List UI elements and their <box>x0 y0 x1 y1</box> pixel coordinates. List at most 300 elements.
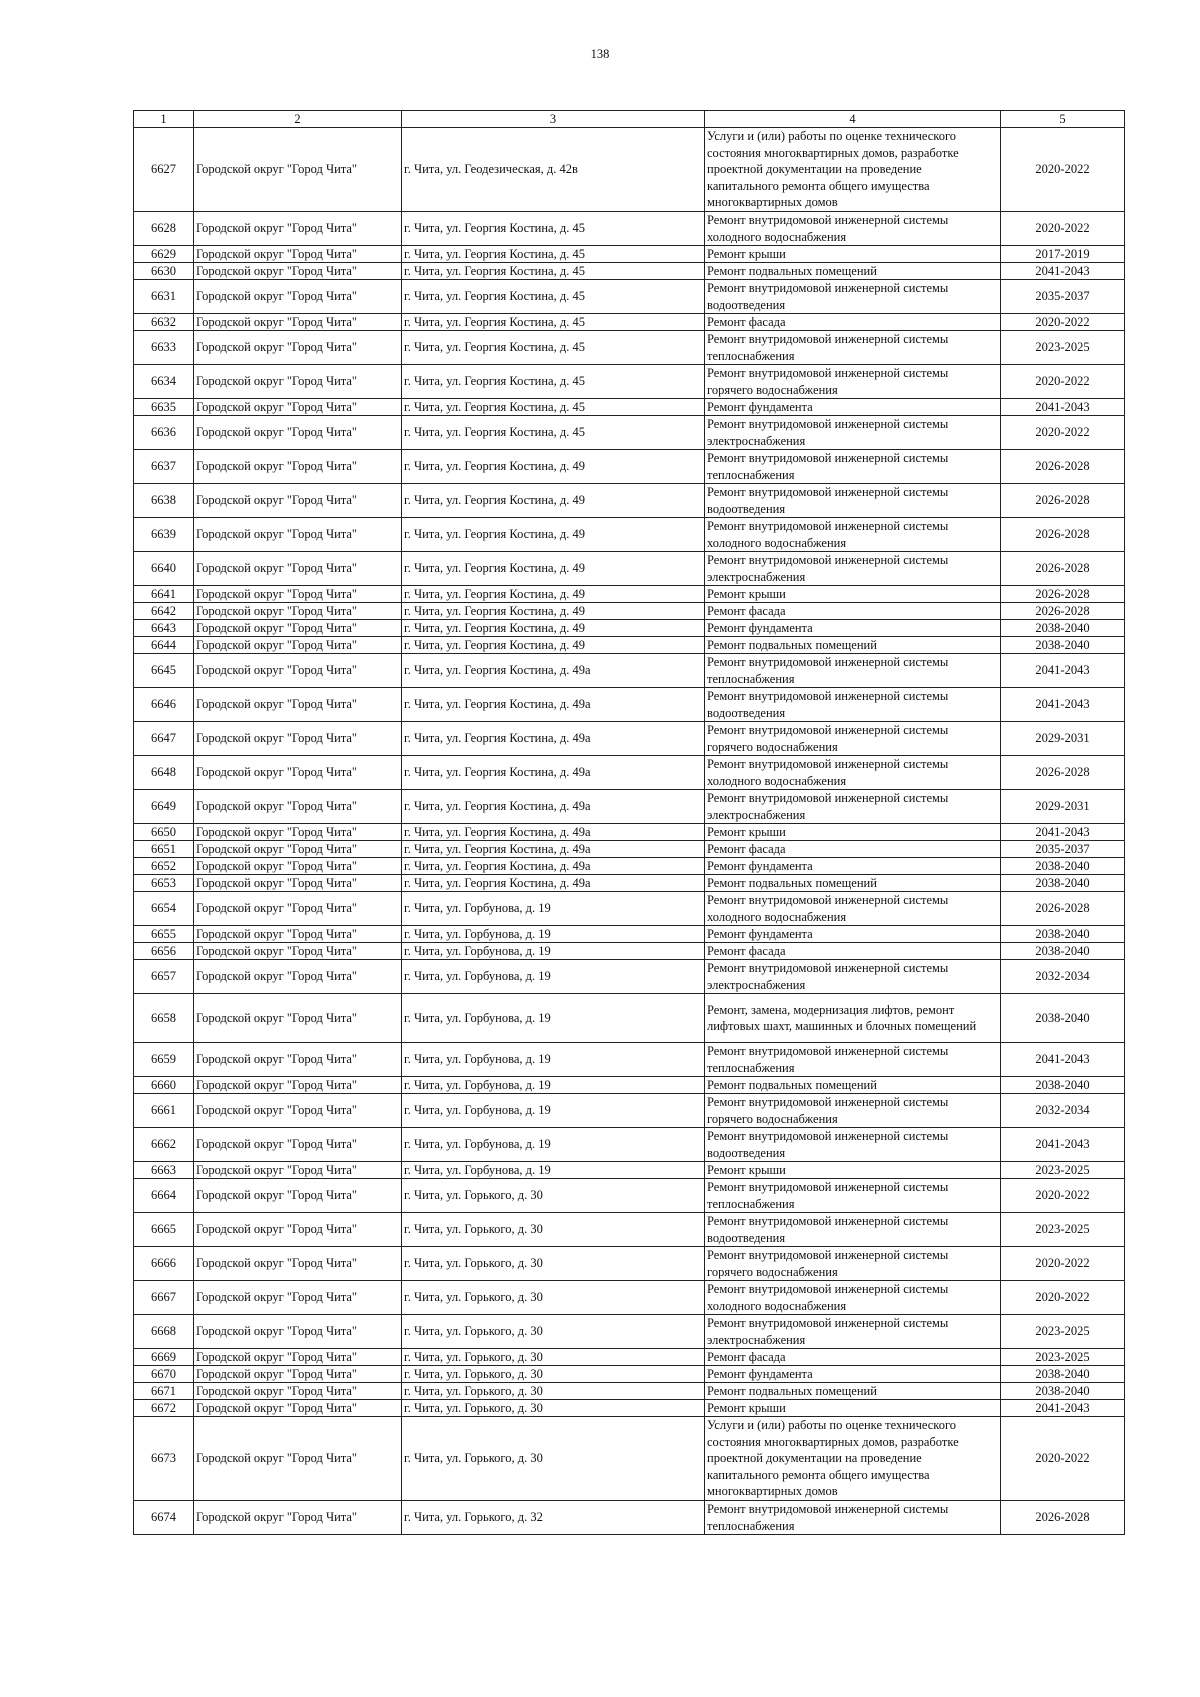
row-number-cell: 6650 <box>134 824 194 841</box>
work-type-cell <box>705 688 1001 722</box>
row-number-cell: 6637 <box>134 450 194 484</box>
work-type-cell <box>705 586 1001 603</box>
work-type-line: горячего водоснабжения <box>707 382 838 397</box>
work-type-line: Ремонт, замена, модернизация лифтов, ремонт <box>707 1002 955 1017</box>
column-header-4: 4 <box>705 111 1001 128</box>
table-row <box>134 1501 1125 1535</box>
municipality-cell: Городской округ "Город Чита" <box>194 1400 402 1417</box>
work-type-line: Ремонт крыши <box>707 824 786 839</box>
row-number-cell: 6656 <box>134 943 194 960</box>
row-number-cell: 6674 <box>134 1501 194 1535</box>
work-type-line: Ремонт внутридомовой инженерной системы <box>707 723 949 737</box>
address-cell: г. Чита, ул. Георгия Костина, д. 49 <box>402 450 705 484</box>
work-type-cell <box>705 331 1001 365</box>
row-number-cell: 6629 <box>134 246 194 263</box>
table-row <box>134 365 1125 399</box>
row-number-cell: 6661 <box>134 1094 194 1128</box>
period-cell: 2029-2031 <box>1001 722 1125 756</box>
municipality-cell: Городской округ "Город Чита" <box>194 620 402 637</box>
table-row <box>134 1383 1125 1400</box>
work-type-cell <box>705 416 1001 450</box>
table-row <box>134 824 1125 841</box>
work-type-line: Ремонт подвальных помещений <box>707 875 877 890</box>
address-cell: г. Чита, ул. Горбунова, д. 19 <box>402 892 705 926</box>
period-cell: 2023-2025 <box>1001 1213 1125 1247</box>
work-type-line: Ремонт крыши <box>707 586 786 601</box>
column-number-header-row <box>134 111 1125 128</box>
period-cell: 2035-2037 <box>1001 280 1125 314</box>
work-type-line: электроснабжения <box>707 807 806 822</box>
row-number-cell: 6636 <box>134 416 194 450</box>
work-type-cell <box>705 1094 1001 1128</box>
period-cell: 2023-2025 <box>1001 1349 1125 1366</box>
table-row <box>134 484 1125 518</box>
address-cell: г. Чита, ул. Горбунова, д. 19 <box>402 943 705 960</box>
address-cell: г. Чита, ул. Георгия Костина, д. 49а <box>402 722 705 756</box>
table-row <box>134 1417 1125 1501</box>
address-cell: г. Чита, ул. Георгия Костина, д. 45 <box>402 212 705 246</box>
period-cell: 2041-2043 <box>1001 654 1125 688</box>
work-type-cell <box>705 1162 1001 1179</box>
address-cell: г. Чита, ул. Горького, д. 30 <box>402 1400 705 1417</box>
table-row <box>134 1128 1125 1162</box>
work-type-cell <box>705 1077 1001 1094</box>
period-cell: 2026-2028 <box>1001 1501 1125 1535</box>
row-number-cell: 6640 <box>134 552 194 586</box>
row-number-cell: 6630 <box>134 263 194 280</box>
table-row <box>134 688 1125 722</box>
work-type-line: Ремонт внутридомовой инженерной системы <box>707 1502 949 1516</box>
table-row <box>134 1213 1125 1247</box>
address-cell: г. Чита, ул. Горького, д. 30 <box>402 1383 705 1400</box>
work-type-line: водоотведения <box>707 705 786 720</box>
work-type-line: Ремонт внутридомовой инженерной системы <box>707 1044 949 1058</box>
municipality-cell: Городской округ "Город Чита" <box>194 450 402 484</box>
work-type-line: теплоснабжения <box>707 1196 795 1211</box>
address-cell: г. Чита, ул. Горького, д. 30 <box>402 1247 705 1281</box>
work-type-cell <box>705 943 1001 960</box>
work-type-line: Ремонт фасада <box>707 841 786 856</box>
period-cell: 2026-2028 <box>1001 756 1125 790</box>
work-type-line: Ремонт внутридомовой инженерной системы <box>707 1129 949 1143</box>
work-type-line: капитального ремонта общего имущества <box>707 1467 930 1482</box>
municipality-cell: Городской округ "Город Чита" <box>194 1162 402 1179</box>
work-type-line: проектной документации на проведение <box>707 1451 922 1466</box>
row-number-cell: 6672 <box>134 1400 194 1417</box>
row-number-cell: 6644 <box>134 637 194 654</box>
work-type-line: Ремонт крыши <box>707 246 786 261</box>
work-type-cell <box>705 280 1001 314</box>
period-cell: 2020-2022 <box>1001 1281 1125 1315</box>
work-type-line: теплоснабжения <box>707 467 795 482</box>
table-row <box>134 450 1125 484</box>
work-type-line: Ремонт фундамента <box>707 858 813 873</box>
period-cell: 2038-2040 <box>1001 1366 1125 1383</box>
period-cell: 2023-2025 <box>1001 1315 1125 1349</box>
municipality-cell: Городской округ "Город Чита" <box>194 552 402 586</box>
row-number-cell: 6645 <box>134 654 194 688</box>
work-type-line: Ремонт подвальных помещений <box>707 1383 877 1398</box>
table-row <box>134 399 1125 416</box>
work-type-line: Ремонт подвальных помещений <box>707 637 877 652</box>
table-row <box>134 1043 1125 1077</box>
period-cell: 2023-2025 <box>1001 331 1125 365</box>
municipality-cell: Городской округ "Город Чита" <box>194 212 402 246</box>
municipality-cell: Городской округ "Город Чита" <box>194 960 402 994</box>
period-cell: 2020-2022 <box>1001 314 1125 331</box>
work-type-line: водоотведения <box>707 1145 786 1160</box>
work-type-line: электроснабжения <box>707 1332 806 1347</box>
work-type-line: Ремонт крыши <box>707 1162 786 1177</box>
work-type-cell <box>705 263 1001 280</box>
table-row <box>134 416 1125 450</box>
period-cell: 2041-2043 <box>1001 1400 1125 1417</box>
period-cell: 2038-2040 <box>1001 1383 1125 1400</box>
work-type-line: Ремонт внутридомовой инженерной системы <box>707 1095 949 1109</box>
address-cell: г. Чита, ул. Горького, д. 30 <box>402 1417 705 1501</box>
work-type-cell <box>705 790 1001 824</box>
column-header-2: 2 <box>194 111 402 128</box>
table-row <box>134 603 1125 620</box>
row-number-cell: 6648 <box>134 756 194 790</box>
capital-repair-register-table <box>133 110 1125 1535</box>
municipality-cell: Городской округ "Город Чита" <box>194 688 402 722</box>
work-type-line: горячего водоснабжения <box>707 1264 838 1279</box>
row-number-cell: 6662 <box>134 1128 194 1162</box>
table-row <box>134 1179 1125 1213</box>
period-cell: 2026-2028 <box>1001 518 1125 552</box>
work-type-cell <box>705 1349 1001 1366</box>
work-type-line: Ремонт внутридомовой инженерной системы <box>707 485 949 499</box>
work-type-line: горячего водоснабжения <box>707 739 838 754</box>
address-cell: г. Чита, ул. Горького, д. 32 <box>402 1501 705 1535</box>
address-cell: г. Чита, ул. Горбунова, д. 19 <box>402 994 705 1043</box>
work-type-line: теплоснабжения <box>707 1518 795 1533</box>
period-cell: 2017-2019 <box>1001 246 1125 263</box>
row-number-cell: 6641 <box>134 586 194 603</box>
address-cell: г. Чита, ул. Георгия Костина, д. 49 <box>402 603 705 620</box>
row-number-cell: 6657 <box>134 960 194 994</box>
address-cell: г. Чита, ул. Георгия Костина, д. 49а <box>402 875 705 892</box>
period-cell: 2038-2040 <box>1001 620 1125 637</box>
period-cell: 2023-2025 <box>1001 1162 1125 1179</box>
work-type-line: холодного водоснабжения <box>707 229 847 244</box>
municipality-cell: Городской округ "Город Чита" <box>194 1128 402 1162</box>
row-number-cell: 6673 <box>134 1417 194 1501</box>
work-type-line: Ремонт внутридомовой инженерной системы <box>707 1316 949 1330</box>
work-type-line: Ремонт внутридомовой инженерной системы <box>707 553 949 567</box>
work-type-line: Ремонт внутридомовой инженерной системы <box>707 332 949 346</box>
table-row <box>134 1366 1125 1383</box>
column-header-1: 1 <box>134 111 194 128</box>
work-type-line: Ремонт внутридомовой инженерной системы <box>707 281 949 295</box>
municipality-cell: Городской округ "Город Чита" <box>194 994 402 1043</box>
municipality-cell: Городской округ "Город Чита" <box>194 1383 402 1400</box>
address-cell: г. Чита, ул. Георгия Костина, д. 45 <box>402 246 705 263</box>
work-type-line: Ремонт подвальных помещений <box>707 263 877 278</box>
work-type-line: многоквартирных домов <box>707 1484 838 1499</box>
work-type-cell <box>705 824 1001 841</box>
work-type-line: Ремонт фундамента <box>707 926 813 941</box>
table-row <box>134 790 1125 824</box>
address-cell: г. Чита, ул. Георгия Костина, д. 45 <box>402 331 705 365</box>
municipality-cell: Городской округ "Город Чита" <box>194 399 402 416</box>
period-cell: 2026-2028 <box>1001 552 1125 586</box>
table-row <box>134 620 1125 637</box>
work-type-cell <box>705 1043 1001 1077</box>
table-row <box>134 586 1125 603</box>
table-row <box>134 756 1125 790</box>
work-type-line: Ремонт внутридомовой инженерной системы <box>707 519 949 533</box>
period-cell: 2041-2043 <box>1001 399 1125 416</box>
work-type-line: Ремонт фундамента <box>707 620 813 635</box>
table-row <box>134 722 1125 756</box>
address-cell: г. Чита, ул. Георгия Костина, д. 49 <box>402 552 705 586</box>
municipality-cell: Городской округ "Город Чита" <box>194 637 402 654</box>
work-type-line: электроснабжения <box>707 433 806 448</box>
work-type-line: Ремонт фасада <box>707 1349 786 1364</box>
work-type-cell <box>705 246 1001 263</box>
work-type-cell <box>705 875 1001 892</box>
work-type-cell <box>705 552 1001 586</box>
municipality-cell: Городской округ "Город Чита" <box>194 128 402 212</box>
work-type-cell <box>705 365 1001 399</box>
row-number-cell: 6666 <box>134 1247 194 1281</box>
municipality-cell: Городской округ "Город Чита" <box>194 484 402 518</box>
work-type-cell <box>705 1366 1001 1383</box>
address-cell: г. Чита, ул. Георгия Костина, д. 49а <box>402 654 705 688</box>
row-number-cell: 6669 <box>134 1349 194 1366</box>
work-type-cell <box>705 892 1001 926</box>
municipality-cell: Городской округ "Город Чита" <box>194 756 402 790</box>
period-cell: 2038-2040 <box>1001 858 1125 875</box>
address-cell: г. Чита, ул. Георгия Костина, д. 49 <box>402 586 705 603</box>
work-type-line: водоотведения <box>707 297 786 312</box>
period-cell: 2020-2022 <box>1001 128 1125 212</box>
period-cell: 2026-2028 <box>1001 603 1125 620</box>
table-row <box>134 892 1125 926</box>
table-row <box>134 1315 1125 1349</box>
address-cell: г. Чита, ул. Георгия Костина, д. 49а <box>402 858 705 875</box>
municipality-cell: Городской округ "Город Чита" <box>194 943 402 960</box>
work-type-cell <box>705 858 1001 875</box>
period-cell: 2038-2040 <box>1001 875 1125 892</box>
address-cell: г. Чита, ул. Георгия Костина, д. 45 <box>402 399 705 416</box>
table-row <box>134 246 1125 263</box>
work-type-line: Ремонт внутридомовой инженерной системы <box>707 961 949 975</box>
work-type-line: Ремонт внутридомовой инженерной системы <box>707 1248 949 1262</box>
municipality-cell: Городской округ "Город Чита" <box>194 1366 402 1383</box>
page-number: 138 <box>590 47 610 61</box>
municipality-cell: Городской округ "Город Чита" <box>194 1094 402 1128</box>
table-row <box>134 212 1125 246</box>
row-number-cell: 6631 <box>134 280 194 314</box>
period-cell: 2026-2028 <box>1001 892 1125 926</box>
row-number-cell: 6660 <box>134 1077 194 1094</box>
row-number-cell: 6665 <box>134 1213 194 1247</box>
municipality-cell: Городской округ "Город Чита" <box>194 314 402 331</box>
work-type-cell <box>705 1400 1001 1417</box>
address-cell: г. Чита, ул. Горбунова, д. 19 <box>402 960 705 994</box>
address-cell: г. Чита, ул. Горбунова, д. 19 <box>402 1043 705 1077</box>
municipality-cell: Городской округ "Город Чита" <box>194 1213 402 1247</box>
row-number-cell: 6642 <box>134 603 194 620</box>
work-type-cell <box>705 1128 1001 1162</box>
period-cell: 2029-2031 <box>1001 790 1125 824</box>
work-type-line: горячего водоснабжения <box>707 1111 838 1126</box>
row-number-cell: 6649 <box>134 790 194 824</box>
municipality-cell: Городской округ "Город Чита" <box>194 1501 402 1535</box>
municipality-cell: Городской округ "Город Чита" <box>194 824 402 841</box>
work-type-line: теплоснабжения <box>707 348 795 363</box>
table-row <box>134 943 1125 960</box>
address-cell: г. Чита, ул. Горбунова, д. 19 <box>402 1162 705 1179</box>
work-type-cell <box>705 994 1001 1043</box>
address-cell: г. Чита, ул. Георгия Костина, д. 49 <box>402 637 705 654</box>
address-cell: г. Чита, ул. Горького, д. 30 <box>402 1213 705 1247</box>
work-type-cell <box>705 1501 1001 1535</box>
period-cell: 2032-2034 <box>1001 1094 1125 1128</box>
address-cell: г. Чита, ул. Георгия Костина, д. 49 <box>402 620 705 637</box>
period-cell: 2020-2022 <box>1001 416 1125 450</box>
address-cell: г. Чита, ул. Георгия Костина, д. 45 <box>402 263 705 280</box>
address-cell: г. Чита, ул. Горького, д. 30 <box>402 1281 705 1315</box>
work-type-cell <box>705 1213 1001 1247</box>
row-number-cell: 6646 <box>134 688 194 722</box>
row-number-cell: 6633 <box>134 331 194 365</box>
table-row <box>134 1077 1125 1094</box>
period-cell: 2020-2022 <box>1001 1417 1125 1501</box>
table-row <box>134 654 1125 688</box>
work-type-cell <box>705 484 1001 518</box>
address-cell: г. Чита, ул. Георгия Костина, д. 49 <box>402 518 705 552</box>
address-cell: г. Чита, ул. Георгия Костина, д. 45 <box>402 416 705 450</box>
address-cell: г. Чита, ул. Геодезическая, д. 42в <box>402 128 705 212</box>
period-cell: 2035-2037 <box>1001 841 1125 858</box>
address-cell: г. Чита, ул. Горького, д. 30 <box>402 1179 705 1213</box>
work-type-cell <box>705 1315 1001 1349</box>
municipality-cell: Городской округ "Город Чита" <box>194 518 402 552</box>
work-type-cell <box>705 620 1001 637</box>
work-type-cell <box>705 1383 1001 1400</box>
work-type-line: холодного водоснабжения <box>707 535 847 550</box>
row-number-cell: 6651 <box>134 841 194 858</box>
period-cell: 2041-2043 <box>1001 1043 1125 1077</box>
work-type-line: Ремонт подвальных помещений <box>707 1077 877 1092</box>
work-type-cell <box>705 637 1001 654</box>
work-type-cell <box>705 518 1001 552</box>
work-type-line: проектной документации на проведение <box>707 162 922 177</box>
work-type-cell <box>705 314 1001 331</box>
row-number-cell: 6663 <box>134 1162 194 1179</box>
work-type-line: капитального ремонта общего имущества <box>707 178 930 193</box>
work-type-line: Ремонт фасада <box>707 314 786 329</box>
table-row <box>134 875 1125 892</box>
table-row <box>134 128 1125 212</box>
row-number-cell: 6667 <box>134 1281 194 1315</box>
address-cell: г. Чита, ул. Георгия Костина, д. 49а <box>402 841 705 858</box>
period-cell: 2041-2043 <box>1001 688 1125 722</box>
municipality-cell: Городской округ "Город Чита" <box>194 722 402 756</box>
municipality-cell: Городской округ "Город Чита" <box>194 790 402 824</box>
address-cell: г. Чита, ул. Горького, д. 30 <box>402 1366 705 1383</box>
row-number-cell: 6643 <box>134 620 194 637</box>
municipality-cell: Городской округ "Город Чита" <box>194 246 402 263</box>
table-row <box>134 960 1125 994</box>
address-cell: г. Чита, ул. Георгия Костина, д. 45 <box>402 314 705 331</box>
municipality-cell: Городской округ "Город Чита" <box>194 1315 402 1349</box>
work-type-line: электроснабжения <box>707 569 806 584</box>
period-cell: 2020-2022 <box>1001 365 1125 399</box>
address-cell: г. Чита, ул. Георгия Костина, д. 49а <box>402 790 705 824</box>
row-number-cell: 6634 <box>134 365 194 399</box>
work-type-line: холодного водоснабжения <box>707 773 847 788</box>
municipality-cell: Городской округ "Город Чита" <box>194 1417 402 1501</box>
period-cell: 2026-2028 <box>1001 586 1125 603</box>
work-type-line: холодного водоснабжения <box>707 909 847 924</box>
work-type-cell <box>705 603 1001 620</box>
municipality-cell: Городской округ "Город Чита" <box>194 1247 402 1281</box>
work-type-cell <box>705 399 1001 416</box>
work-type-line: Ремонт внутридомовой инженерной системы <box>707 655 949 669</box>
work-type-line: многоквартирных домов <box>707 195 838 210</box>
row-number-cell: 6670 <box>134 1366 194 1383</box>
table-row <box>134 1281 1125 1315</box>
municipality-cell: Городской округ "Город Чита" <box>194 1043 402 1077</box>
municipality-cell: Городской округ "Город Чита" <box>194 263 402 280</box>
period-cell: 2038-2040 <box>1001 637 1125 654</box>
work-type-line: Ремонт внутридомовой инженерной системы <box>707 417 949 431</box>
period-cell: 2020-2022 <box>1001 1179 1125 1213</box>
work-type-cell <box>705 128 1001 212</box>
table-row <box>134 1247 1125 1281</box>
address-cell: г. Чита, ул. Горбунова, д. 19 <box>402 1128 705 1162</box>
municipality-cell: Городской округ "Город Чита" <box>194 365 402 399</box>
municipality-cell: Городской округ "Город Чита" <box>194 841 402 858</box>
table-row <box>134 994 1125 1043</box>
work-type-line: Услуги и (или) работы по оценке технического <box>707 1418 957 1433</box>
municipality-cell: Городской округ "Город Чита" <box>194 1281 402 1315</box>
period-cell: 2038-2040 <box>1001 926 1125 943</box>
table-body <box>134 128 1125 1535</box>
row-number-cell: 6639 <box>134 518 194 552</box>
work-type-line: Ремонт внутридомовой инженерной системы <box>707 893 949 907</box>
municipality-cell: Городской округ "Город Чита" <box>194 280 402 314</box>
work-type-line: Ремонт внутридомовой инженерной системы <box>707 791 949 805</box>
work-type-line: Ремонт внутридомовой инженерной системы <box>707 451 949 465</box>
work-type-line: теплоснабжения <box>707 671 795 686</box>
table-row <box>134 926 1125 943</box>
row-number-cell: 6627 <box>134 128 194 212</box>
work-type-line: Ремонт фасада <box>707 943 786 958</box>
work-type-line: водоотведения <box>707 501 786 516</box>
work-type-line: холодного водоснабжения <box>707 1298 847 1313</box>
work-type-cell <box>705 450 1001 484</box>
address-cell: г. Чита, ул. Георгия Костина, д. 45 <box>402 365 705 399</box>
municipality-cell: Городской округ "Город Чита" <box>194 331 402 365</box>
period-cell: 2038-2040 <box>1001 1077 1125 1094</box>
work-type-line: состояния многоквартирных домов, разработке <box>707 145 959 160</box>
row-number-cell: 6654 <box>134 892 194 926</box>
municipality-cell: Городской округ "Город Чита" <box>194 416 402 450</box>
address-cell: г. Чита, ул. Горбунова, д. 19 <box>402 1094 705 1128</box>
period-cell: 2041-2043 <box>1001 263 1125 280</box>
address-cell: г. Чита, ул. Георгия Костина, д. 49 <box>402 484 705 518</box>
work-type-cell <box>705 1417 1001 1501</box>
row-number-cell: 6652 <box>134 858 194 875</box>
work-type-cell <box>705 841 1001 858</box>
address-cell: г. Чита, ул. Горького, д. 30 <box>402 1349 705 1366</box>
